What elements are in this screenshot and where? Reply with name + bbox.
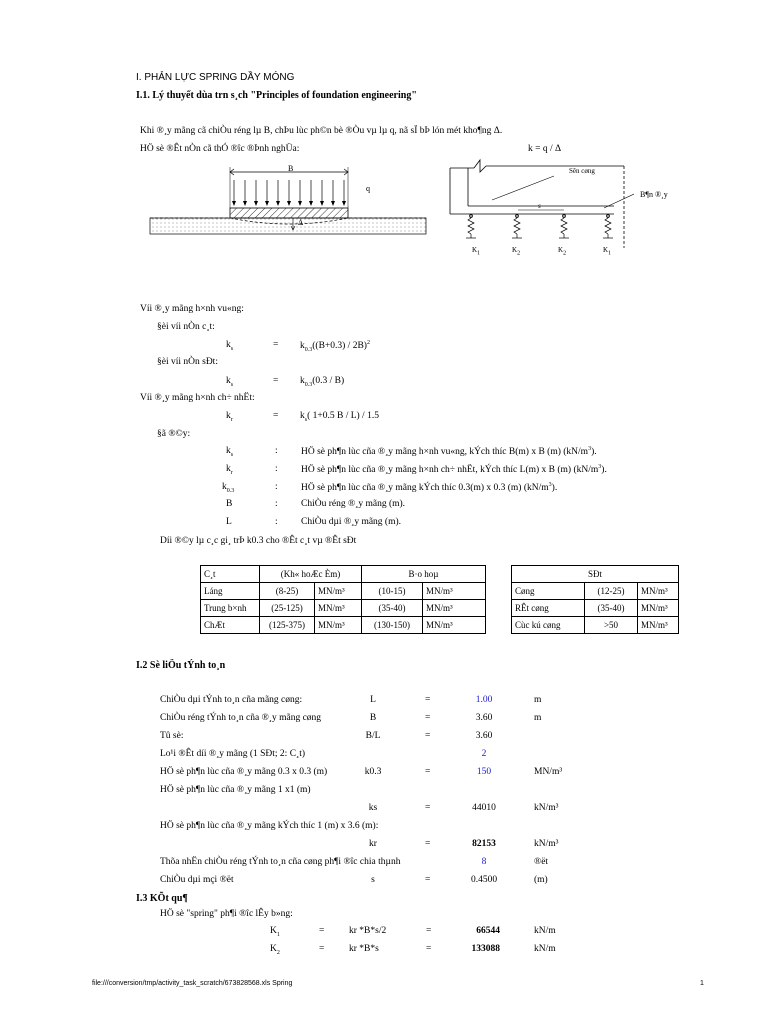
sub1-prefix: I.1. Lý thuyết dùa tr [136, 90, 223, 101]
table-intro: Díi ®©y lµ c¸c gi¸ trÞ k0.3 cho ®Êt c¸t vµ ®Êt sÐt [160, 536, 357, 546]
table-cell: (35-40) [585, 600, 638, 617]
table-header-row [512, 566, 679, 583]
data-row-equals: = [425, 731, 431, 741]
table-cell: (25-125) [260, 600, 315, 617]
result-value: 133088 [471, 944, 500, 954]
spring-label-1: $K_1$ [472, 246, 481, 257]
eq3-lhs: $k_r$ [226, 411, 233, 423]
sub1-middle: n s¸ch " [222, 90, 257, 101]
diagram-delta-label: Δ [298, 218, 304, 227]
rect-heading: Víi ®¸y mãng h×nh ch÷ nhËt: [140, 393, 255, 403]
table-header-row [201, 566, 486, 583]
sub1-suffix: " [411, 90, 417, 101]
sub1-book: Principles of foundation engineering [256, 90, 412, 101]
data-row-value: 44010 [472, 803, 496, 813]
def-text: ChiÒu dµi ®¸y mãng (m). [301, 517, 402, 527]
data-row-value: 1.00 [475, 695, 493, 705]
data-row-value: 82153 [472, 839, 496, 849]
table-cell: MN/m³ [315, 617, 362, 634]
table-cell: (10-15) [362, 583, 423, 600]
data-row-equals: = [425, 803, 431, 813]
spring-label-3: $K_2$ [558, 246, 567, 257]
data-row-symbol: kr [369, 839, 377, 849]
data-row-value: 2 [481, 749, 487, 759]
data-row-symbol: B [369, 713, 377, 723]
def-colon: : [275, 482, 278, 492]
table-header-cell: C¸t [201, 566, 260, 583]
section-title: I. PHẢN LỰC SPRING DẦY MÓNG [136, 72, 295, 83]
def-sym: L [226, 517, 232, 527]
table-row [512, 617, 679, 634]
data-row-value: 0.4500 [470, 875, 498, 885]
result-expr: kr *B*s [349, 944, 379, 954]
eq3-op: = [273, 411, 279, 421]
result-eq: = [426, 926, 432, 936]
table-row [201, 600, 486, 617]
data-row-unit: kN/m³ [534, 839, 559, 849]
def-colon: : [275, 464, 278, 474]
eq2-rhs: $k_{0.3}(0.3 / B)$ [300, 376, 345, 388]
data-row-label: HÖ sè ph¶n lùc cña ®¸y mãng kÝch thíc 1 (m) x 3.6 (m): [160, 821, 379, 831]
eq3-rhs: $k_s$( 1+0.5 B / L) / 1.5 [300, 411, 379, 423]
result-unit: kN/m [534, 944, 556, 954]
data-row-equals: = [425, 713, 431, 723]
def-sym: $k_r$ [226, 464, 233, 476]
table-cell: (35-40) [362, 600, 423, 617]
intro-line-1: Khi ®¸y mãng cã chiÒu réng lµ B, chÞu lùc ph©n bè ®Òu vµ lµ q, nã sÏ bÞ lón mét kho¶ng Δ. [140, 126, 503, 136]
def-text: ChiÒu réng ®¸y mãng (m). [301, 499, 406, 509]
data-row-unit: ®ët [534, 857, 549, 867]
subsection-2-title: I.2 Sè liÖu tÝnh to¸n [136, 660, 226, 671]
def-colon: : [275, 499, 278, 509]
result-intro: HÖ sè "spring" ph¶i ®îc lÊy b»ng: [160, 909, 293, 919]
label-s: s [538, 202, 541, 210]
result-sym: $K_1$ [270, 926, 280, 938]
def-sym: $k_s$ [226, 446, 234, 458]
table-cell: MN/m³ [638, 617, 679, 634]
data-row-label: Lo¹i ®Êt díi ®¸y mãng (1 SÐt; 2: C¸t) [160, 749, 305, 759]
result-eq: = [319, 926, 325, 936]
table-cell: Trung b×nh [201, 600, 260, 617]
def-sym: B [226, 499, 233, 509]
table-cell: MN/m³ [315, 583, 362, 600]
data-row-label: ChiÒu dµi mçi ®ët [160, 875, 234, 885]
eq1-rhs: $k_{0.3}((B+0.3) / 2B)^2$ [300, 340, 370, 354]
data-row-label: Thõa nhËn chiÒu réng tÝnh to¸n cña cøng ph¶i ®îc chia thµnh [160, 857, 401, 867]
table-cell: Cùc kú cøng [512, 617, 585, 634]
data-row-unit: MN/m³ [534, 767, 563, 777]
diagram-q-label: q [366, 184, 370, 193]
footing-load-diagram [148, 162, 438, 244]
table-cell: RÊt cøng [512, 600, 585, 617]
table-cell: MN/m³ [423, 617, 486, 634]
data-row-equals: = [425, 695, 431, 705]
data-row-label: ChiÒu réng tÝnh to¸n cña ®¸y mãng cøng [160, 713, 322, 723]
def-text: HÖ sè ph¶n lùc cña ®¸y mãng h×nh vu«ng, kÝch thíc B(m) x B (m) $(kN/m^3)$. [301, 446, 597, 458]
eq1-lhs: $k_s$ [226, 340, 234, 352]
result-unit: kN/m [534, 926, 556, 936]
data-row-symbol: ks [368, 803, 378, 813]
table-row [512, 600, 679, 617]
table-cell: Cøng [512, 583, 585, 600]
data-row-label: HÖ sè ph¶n lùc cña ®¸y mãng 1 x1 (m) [160, 785, 311, 795]
def-sym: $k_{0.3}$ [222, 482, 235, 494]
spring-label-2: $K_2$ [512, 246, 521, 257]
table-header-cell: (Kh« hoÆc Èm) [260, 566, 362, 583]
data-row-equals: = [425, 839, 431, 849]
table-cell: MN/m³ [423, 600, 486, 617]
subsection-1-title [136, 90, 417, 101]
table-cell: MN/m³ [315, 600, 362, 617]
table-cell: (130-150) [362, 617, 423, 634]
eq1-op: = [273, 340, 279, 350]
where-heading: §ã ®©y: [157, 429, 191, 439]
data-row-value: 150 [476, 767, 492, 777]
table-cell: MN/m³ [638, 600, 679, 617]
data-row-symbol: L [370, 695, 376, 705]
result-eq: = [426, 944, 432, 954]
table-cell: MN/m³ [638, 583, 679, 600]
case-clay-heading: §èi víi nÒn sÐt: [157, 357, 218, 367]
table-row [201, 617, 486, 634]
footer-page-number: 1 [700, 980, 704, 987]
case-sand-heading: §èi víi nÒn c¸t: [157, 322, 215, 332]
formula-k: k = q / Δ [528, 144, 562, 154]
clay-k-table [511, 565, 679, 634]
def-text: HÖ sè ph¶n lùc cña ®¸y mãng kÝch thíc 0.3(m) x 0.3 (m) $(kN/m^3)$. [301, 482, 558, 494]
result-sym: $K_2$ [270, 944, 280, 956]
data-row-symbol: B/L [365, 731, 381, 741]
table-row [201, 583, 486, 600]
square-heading: Víi ®¸y mãng h×nh vu«ng: [140, 304, 244, 314]
table-cell: (8-25) [260, 583, 315, 600]
data-row-symbol: k0.3 [364, 767, 382, 777]
data-row-equals: = [425, 875, 431, 885]
result-eq: = [319, 944, 325, 954]
eq2-lhs: $k_s$ [226, 376, 234, 388]
data-row-unit: m [534, 713, 542, 723]
table-cell: >50 [585, 617, 638, 634]
data-row-symbol: s [371, 875, 375, 885]
table-cell: (125-375) [260, 617, 315, 634]
data-row-label: Tû sè: [160, 731, 184, 741]
result-expr: kr *B*s/2 [349, 926, 387, 936]
label-base-slab: B¶n ®¸y [640, 190, 668, 199]
def-text: HÖ sè ph¶n lùc cña ®¸y mãng h×nh ch÷ nhËt, kÝch thíc L(m) x B (m) $(kN/m^3)$. [301, 464, 607, 476]
data-row-value: 3.60 [475, 713, 493, 723]
table-cell: Láng [201, 583, 260, 600]
def-colon: : [275, 446, 278, 456]
diagram-b-label: B [288, 164, 294, 173]
footer-path: file:///conversion/tmp/activity_task_scratch/673828568.xls Spring [92, 980, 293, 987]
data-row-unit: m [534, 695, 542, 705]
spring-label-4: $K_1$ [603, 246, 612, 257]
def-colon: : [275, 517, 278, 527]
label-stiffener: Sên cøng [569, 167, 595, 175]
table-header-cell: B·o hoµ [362, 566, 486, 583]
table-row [512, 583, 679, 600]
data-row-label: HÖ sè ph¶n lùc cña ®¸y mãng 0.3 x 0.3 (m) [160, 767, 328, 777]
data-row-value: 8 [481, 857, 487, 867]
data-row-unit: kN/m³ [534, 803, 559, 813]
intro-line-2: HÖ sè ®Êt nÒn cã thÓ ®îc ®Þnh nghÜa: [140, 144, 300, 154]
data-row-equals: = [425, 767, 431, 777]
table-header-cell: SÐt [512, 566, 679, 583]
table-cell: MN/m³ [423, 583, 486, 600]
subsection-3-title: I.3 KÕt qu¶ [136, 893, 188, 904]
eq2-op: = [273, 376, 279, 386]
data-row-label: ChiÒu dµi tÝnh to¸n cña mãng cøng: [160, 695, 303, 705]
table-cell: (12-25) [585, 583, 638, 600]
data-row-value: 3.60 [475, 731, 493, 741]
table-cell: ChÆt [201, 617, 260, 634]
result-value: 66544 [476, 926, 500, 936]
sand-k-table [200, 565, 486, 634]
data-row-unit: (m) [534, 875, 548, 885]
